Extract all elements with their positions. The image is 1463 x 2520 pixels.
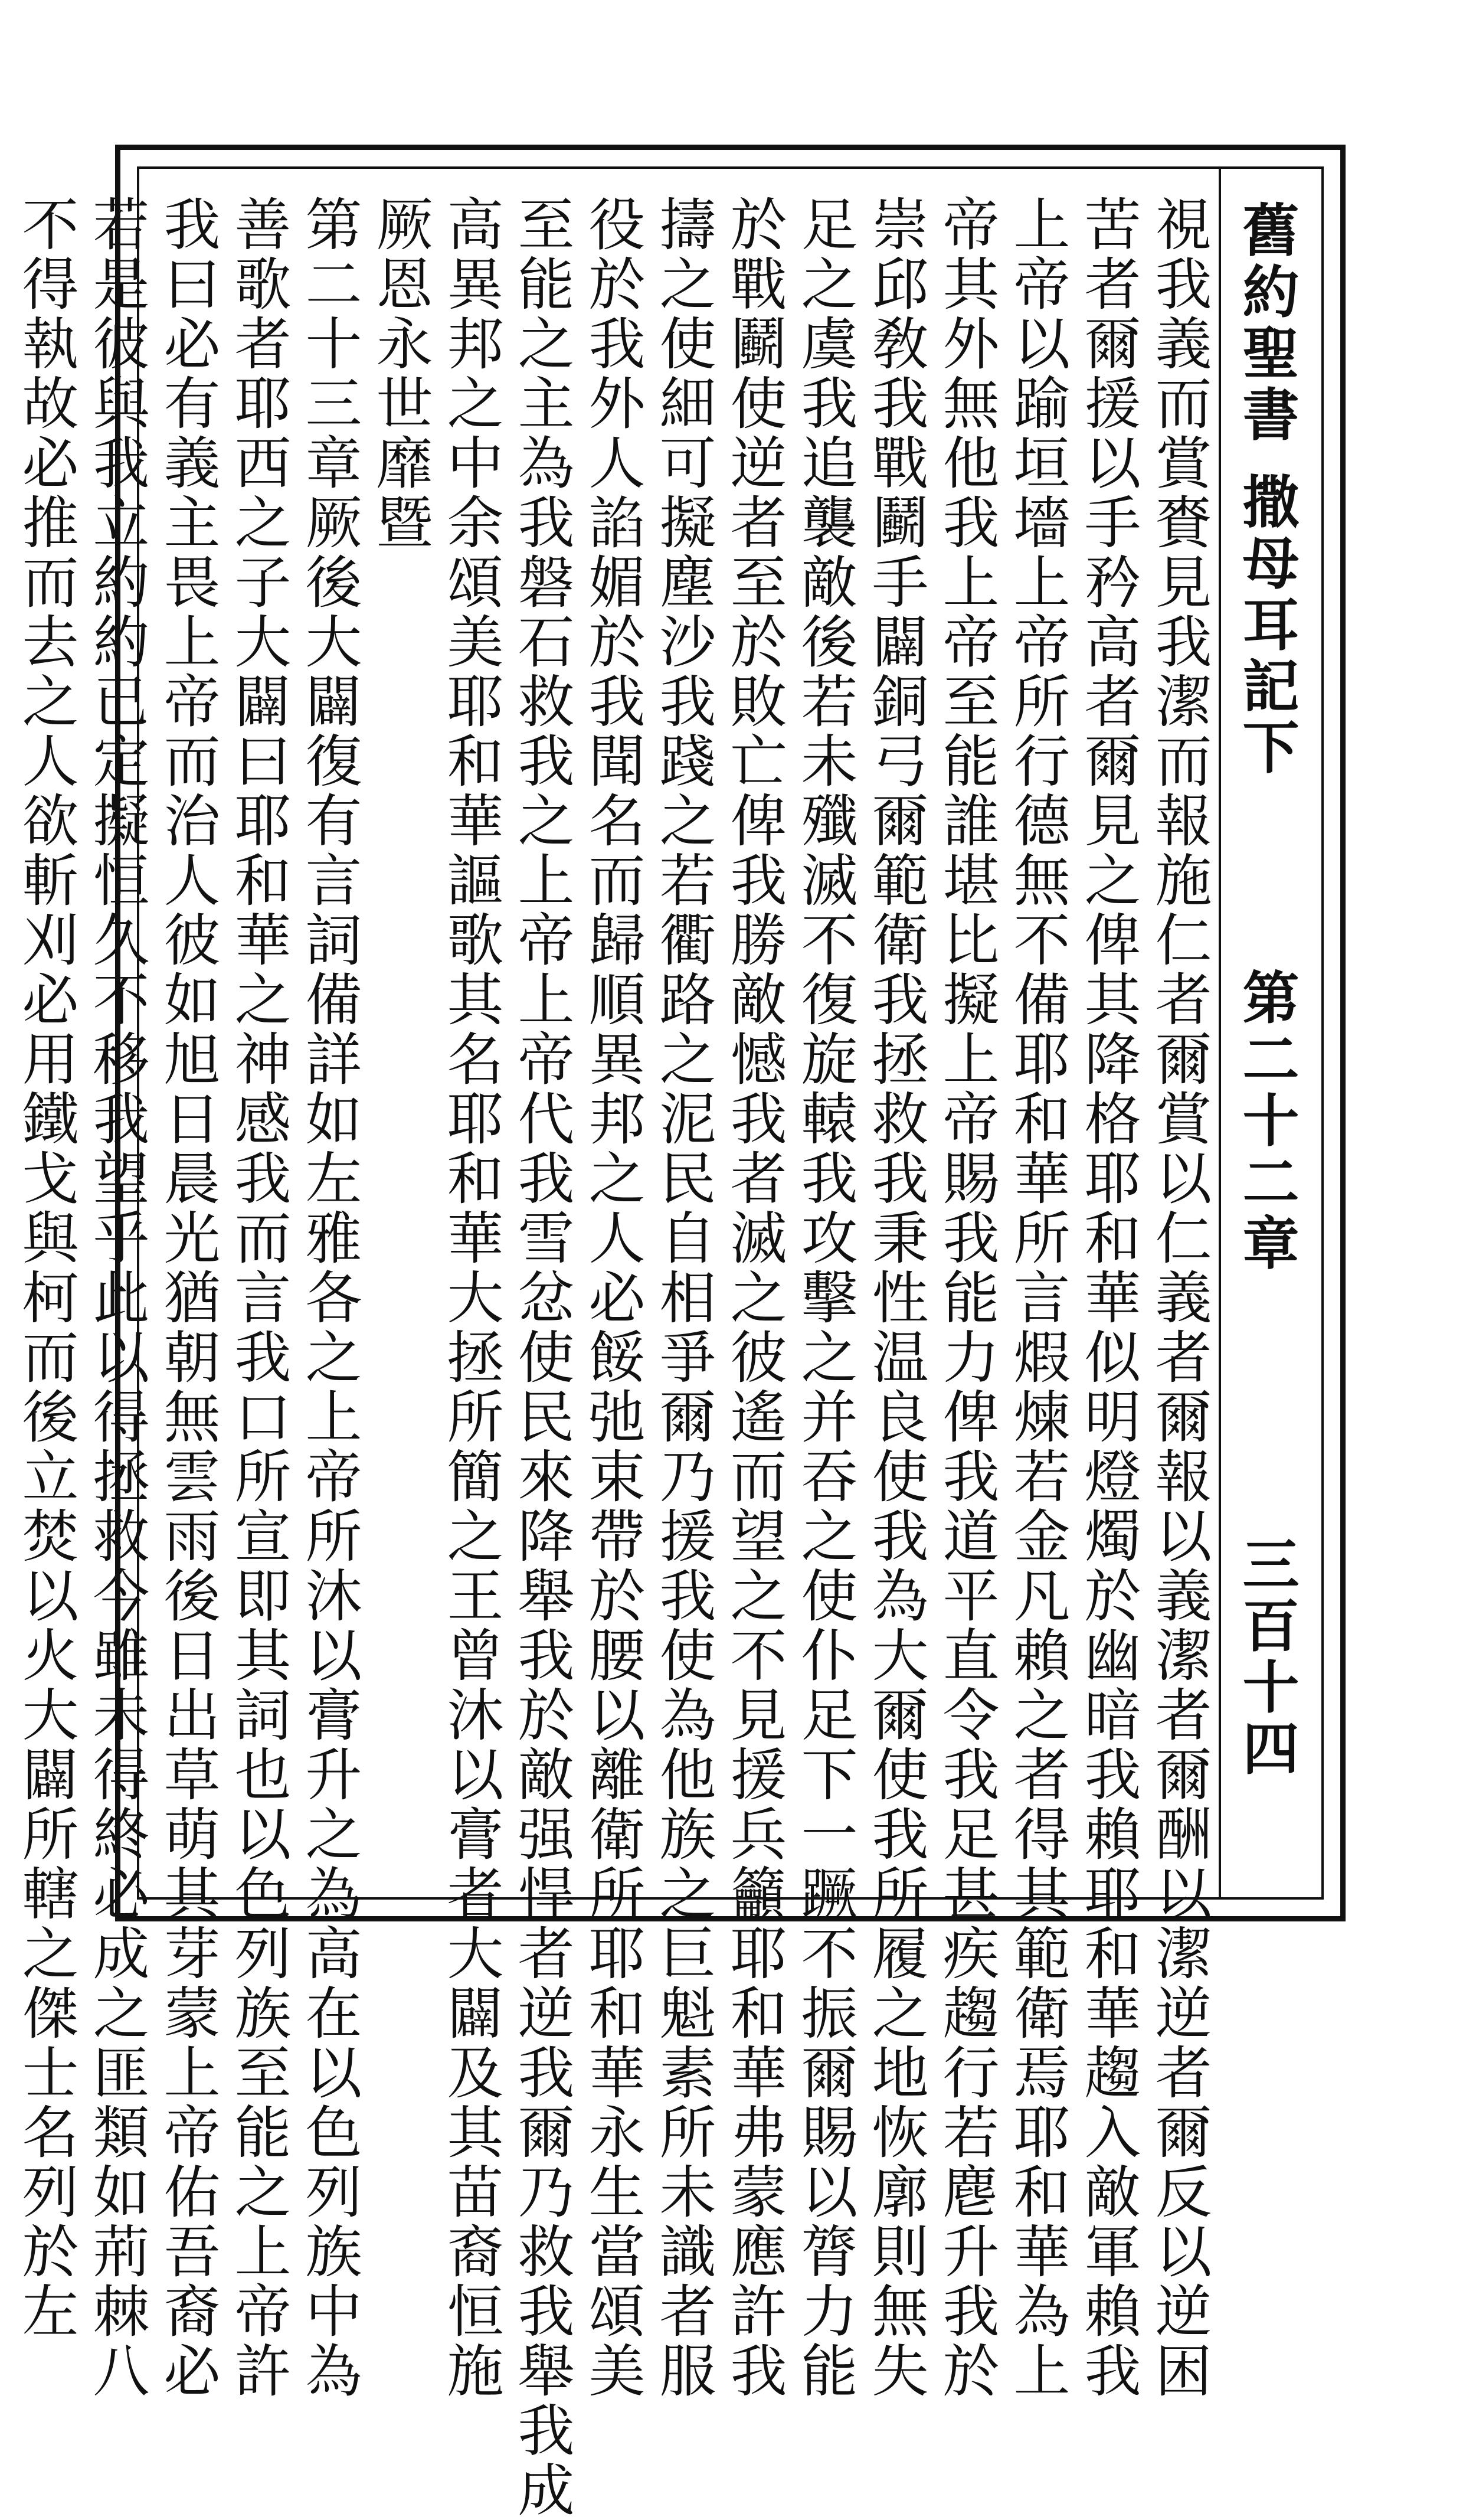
book-subtitle: 撒母耳記下 [1233,472,1300,779]
book-title: 舊約聖書 [1233,201,1300,446]
text-column-10: 至能之主為我磐石救我之上帝上帝代我雪忿使民來降舉我於敵强悍者逆我爾乃救我舉我成 [509,195,575,2520]
text-column-3: 上帝以踰垣墻上帝所行德無不備耶和華所言煆煉若金凡賴之者得其範衛焉耶和華為上 [1004,195,1071,2401]
text-column-6: 足之虞我追襲敵後若未殲滅不復旋轅我攻擊之并吞之使仆足下一蹶不振爾賜以膂力能 [792,195,858,2401]
text-column-14: 善歌者耶西之子大闢曰耶和華之神感我而言我口所宣即其詞也以色列族至能之上帝許 [225,195,292,2401]
text-column-1: 視我義而賞賚見我潔而報施仁者爾賞以仁義者爾報以義潔者爾酬以潔逆者爾反以逆困 [1146,195,1212,2401]
text-column-4: 帝其外無他我上帝至能誰堪比擬上帝賜我能力俾我道平直令我足甚疾趨行若麀升我於 [934,195,1000,2401]
text-column-12: 厥恩永世靡暨 [367,195,433,553]
header-divider [1219,166,1221,1900]
page-number: 三百十四 [1233,1535,1300,1780]
text-column-8: 擣之使細可擬塵沙我踐之若衢路之泥民自相爭爾乃援我使為他族之巨魁素所未識者服 [650,195,716,2401]
text-column-15: 我曰必有義主畏上帝而治人彼如旭日晨光猶朝無雲雨後日出草萌其芽蒙上帝佑吾裔必 [155,195,221,2401]
text-column-9: 役於我外人諂媚於我聞名而歸順異邦之人必餒弛束帶於腰以離衛所耶和華永生當頌美 [580,195,646,2401]
text-column-2: 苦者爾援以手矜高者爾見之俾其降格耶和華似明燈燭於幽暗我賴耶和華趨入敵軍賴我 [1075,195,1141,2401]
text-column-13: 第二十三章厥後大闢復有言詞備詳如左雅各之上帝所沐以膏升之為高在以色列族中為 [296,195,362,2401]
text-column-5: 崇邱敎我戰鬬手闢銅弓爾範衛我拯救我秉性温良使我為大爾使我所履之地恢廓則無失 [863,195,929,2401]
chapter-heading: 第二十二章 [1233,968,1300,1275]
text-column-7: 於戰鬬使逆者至於敗亡俾我勝敵憾我者滅之彼遙而望之不見援兵籲耶和華弗蒙應許我 [721,195,787,2401]
text-column-16: 若是彼與我立約約已定擬恒久不移我望乎此以得拯救今雖未得終必成之匪類如荊棘八 [84,195,150,2401]
text-column-11: 高異邦之中余頌美耶和華謳歌其名耶和華大拯所簡之王曾沐以膏者大闢及其苗裔恒施 [438,195,504,2401]
text-column-17: 不得執故必推而去之人欲斬刈必用鐵戈與柯而後立焚以火大闢所轄之傑士名列於左 [13,195,79,2341]
